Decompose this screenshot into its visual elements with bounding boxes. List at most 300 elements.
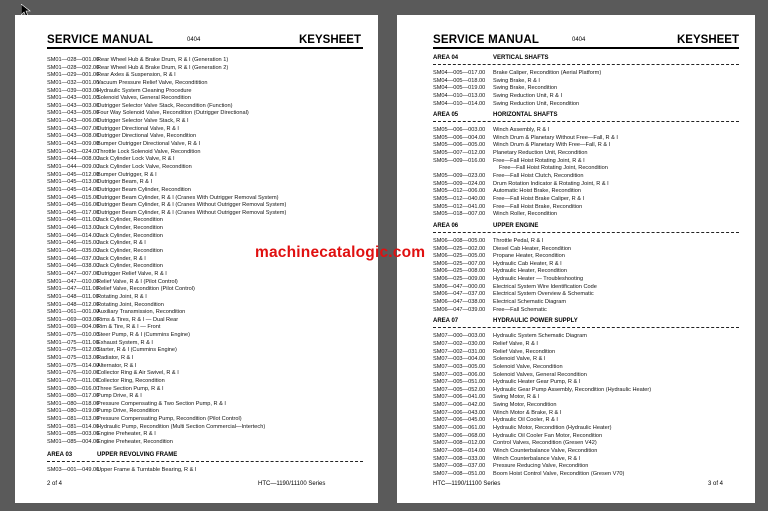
area-number: AREA 05 xyxy=(433,112,459,119)
list-item xyxy=(47,294,363,302)
viewer-toolbar xyxy=(0,0,768,14)
page-header xyxy=(47,34,363,48)
list-item xyxy=(433,127,739,135)
section-description: Rims & Tires, R & I — Dual Rear xyxy=(97,316,179,323)
section-code: SM01—043—024.00 xyxy=(47,148,100,155)
list-item xyxy=(47,401,363,409)
section-code: SM05—009—016.00 xyxy=(433,157,486,164)
section-code: SM01—046—011.00 xyxy=(47,217,99,224)
list-item xyxy=(433,181,739,189)
list-item xyxy=(47,187,363,195)
area-heading xyxy=(47,451,363,460)
section-description: Solenoid Valves, General Recondition xyxy=(97,95,191,102)
list-item xyxy=(47,363,363,371)
section-description: Free—Fall Hoist Brake, Recondition xyxy=(493,203,583,210)
section-code: SM01—032—001.00 xyxy=(47,79,100,86)
section-code: SM01—076—011.00 xyxy=(47,377,99,384)
section-code: SM05—018—007.00 xyxy=(433,211,486,218)
section-code: SM07—008—037.00 xyxy=(433,463,486,470)
manual-number: 0404 xyxy=(187,37,201,43)
section-code: SM01—043—009.00 xyxy=(47,141,100,148)
section-code: SM01—080—019.00 xyxy=(47,408,100,415)
list-item xyxy=(47,126,363,134)
section-code: SM04—005—017.00 xyxy=(433,70,486,76)
section-code: SM01—048—011.00 xyxy=(47,293,99,300)
section-description: Planetary Reduction Unit, Recondition xyxy=(493,150,588,157)
list-item xyxy=(47,202,363,210)
section-description: Rear Wheel Hub & Brake Drum, R & I (Generation 1) xyxy=(97,57,229,63)
list-item xyxy=(433,341,739,349)
section-code: SM01—043—008.00 xyxy=(47,133,100,140)
section-description: Engine Preheater, Recondition xyxy=(97,439,173,446)
section-code: SM06—025—002.00 xyxy=(433,245,486,252)
section-description: Swing Reduction Unit, R & I xyxy=(493,92,563,99)
section-code: SM05—012—041.00 xyxy=(433,203,486,210)
section-code: SM01—043—006.00 xyxy=(47,118,100,125)
section-description: Outrigger Beam, R & I xyxy=(97,179,153,186)
section-code: SM01—081—014.00 xyxy=(47,423,100,430)
section-code: SM01—043—003.00 xyxy=(47,102,100,109)
area-number: AREA 03 xyxy=(47,451,73,458)
list-item xyxy=(433,394,739,402)
section-code: SM04—010—014.00 xyxy=(433,100,486,107)
list-item xyxy=(433,349,739,357)
section-description: Jack Cylinder, Recondition xyxy=(97,217,163,224)
section-description: Winch Counterbalance Valve, R & I xyxy=(493,455,581,462)
section-description: Auxiliary Transmission, Recondition xyxy=(97,309,186,316)
section-description: Steer Pump, R & I (Cummins Engine) xyxy=(97,332,190,339)
section-code: SM07—003—006.00 xyxy=(433,371,486,378)
section-code: SM01—045—014.00 xyxy=(47,186,100,193)
list-item xyxy=(47,424,363,432)
section-code: SM01—028—001.00 xyxy=(47,57,100,63)
area-title: HORIZONTAL SHAFTS xyxy=(493,112,558,119)
section-code: SM01—076—010.00 xyxy=(47,370,100,377)
section-description: Relief Valve, R & I xyxy=(493,340,538,347)
section-description: Solenoid Valves, General Recondition xyxy=(493,371,587,378)
section-code: SM01—080—018.00 xyxy=(47,400,100,407)
list-item xyxy=(433,402,739,410)
list-item xyxy=(47,133,363,141)
section-description: Swing Reduction Unit, Recondition xyxy=(493,100,580,107)
list-item xyxy=(433,101,739,109)
section-description: Free—Fall Hoist Rotating Joint, R & I xyxy=(493,157,585,164)
section-code: SM01—039—003.00 xyxy=(47,87,100,94)
section-code: SM07—003—004.00 xyxy=(433,356,486,363)
list-item xyxy=(433,440,739,448)
section-description: Bumper Outrigger Directional Valve, R & I xyxy=(97,141,201,148)
list-item xyxy=(47,57,363,65)
list-item xyxy=(47,103,363,111)
section-description: Solenoid Valve, Recondition xyxy=(493,363,563,370)
section-description: Winch Assembly, R & I xyxy=(493,127,550,134)
section-description: Jack Cylinder Lock Valve, R & I xyxy=(97,156,175,163)
section-description: Control Valves, Recondition (Gresen V42) xyxy=(493,440,597,447)
section-code: SM05—012—040.00 xyxy=(433,195,486,202)
section-code: SM06—047—037.00 xyxy=(433,291,486,298)
section-code: SM05—006—003.00 xyxy=(433,127,486,134)
list-item xyxy=(47,172,363,180)
section-code: SM06—008—005.00 xyxy=(433,237,486,244)
list-item xyxy=(433,268,739,276)
section-description: Free—Fall Hoist Rotating Joint, Recondition xyxy=(499,165,608,172)
section-description: Upper Frame & Turntable Bearing, R & I xyxy=(97,466,197,473)
section-code: SM07—003—005.00 xyxy=(433,363,486,370)
list-item xyxy=(47,233,363,241)
area-title: VERTICAL SHAFTS xyxy=(493,55,549,61)
section-code: SM01—043—005.00 xyxy=(47,110,100,117)
list-item xyxy=(433,463,739,471)
list-item xyxy=(47,156,363,164)
section-code: SM01—061—001.00 xyxy=(47,309,100,316)
section-code: SM01—081—013.00 xyxy=(47,416,100,423)
section-code: SM07—002—030.00 xyxy=(433,340,486,347)
list-item xyxy=(47,340,363,348)
page-header xyxy=(433,34,739,48)
section-description: Collector Ring & Air Swivel, R & I xyxy=(97,370,179,377)
section-description: Jack Cylinder, Recondition xyxy=(97,263,163,270)
section-code: SM04—005—019.00 xyxy=(433,85,486,92)
entry-list xyxy=(47,57,363,474)
list-item xyxy=(47,88,363,96)
section-description: Hydraulic System Cleaning Procedure xyxy=(97,87,192,94)
list-item xyxy=(433,307,739,315)
keysheet-title: KEYSHEET xyxy=(677,34,739,46)
section-code: SM05—006—004.00 xyxy=(433,134,486,141)
section-description: Jack Cylinder, R & I xyxy=(97,255,146,262)
header-rule xyxy=(47,47,363,49)
section-description: Winch Roller, Recondition xyxy=(493,211,558,218)
section-description: Collector Ring, Recondition xyxy=(97,377,165,384)
section-description: Exhaust System, R & I xyxy=(97,339,153,346)
manual-title: SERVICE MANUAL xyxy=(433,34,540,46)
section-code: SM01—028—002.00 xyxy=(47,64,100,71)
section-code: SM01—075—010.00 xyxy=(47,332,100,339)
section-description: Hydraulic Oil Cooler, R & I xyxy=(493,417,558,424)
list-item xyxy=(433,93,739,101)
list-item xyxy=(47,279,363,287)
list-item xyxy=(433,204,739,212)
list-item xyxy=(433,379,739,387)
list-item xyxy=(433,211,739,219)
section-description: Winch Drum & Planetary Without Free—Fall, R & I xyxy=(493,134,618,141)
section-description: Jack Cylinder, Recondition xyxy=(97,248,163,255)
section-description: Swing Motor, Recondition xyxy=(493,402,557,409)
section-description: Swing Brake, Recondition xyxy=(493,85,558,92)
section-description: Hydraulic Heater — Troubleshooting xyxy=(493,276,584,283)
section-code: SM01—046—038.00 xyxy=(47,263,100,270)
section-description: Outrigger Directional Valve, R & I xyxy=(97,125,179,132)
list-item xyxy=(47,195,363,203)
section-code: SM04—005—018.00 xyxy=(433,77,486,84)
list-item xyxy=(433,150,739,158)
list-item xyxy=(433,356,739,364)
keysheet-title: KEYSHEET xyxy=(299,34,361,46)
section-description: Throttle Pedal, R & I xyxy=(493,237,544,244)
list-item xyxy=(433,261,739,269)
series-label: HTC—1190/11100 Series xyxy=(433,481,501,487)
list-item xyxy=(47,347,363,355)
list-item xyxy=(433,333,739,341)
list-item xyxy=(433,142,739,150)
section-code: SM01—045—017.00 xyxy=(47,209,100,216)
section-code: SM07—005—052.00 xyxy=(433,386,486,393)
section-description: Swing Brake, R & I xyxy=(493,77,540,84)
section-description: Outrigger Beam Cylinder, Recondition xyxy=(97,186,191,193)
section-description: Throttle Lock Solenoid Valve, Recondition xyxy=(97,148,201,155)
section-code: SM01—075—012.00 xyxy=(47,347,100,354)
list-item xyxy=(47,302,363,310)
section-description: Rear Wheel Hub & Brake Drum, R & I (Generation 2) xyxy=(97,64,229,71)
section-description: Outrigger Relief Valve, R & I xyxy=(97,270,167,277)
section-code: SM01—069—004.00 xyxy=(47,324,100,331)
section-description: Jack Cylinder, Recondition xyxy=(97,232,163,239)
section-description: Electrical System Wire Identification Code xyxy=(493,283,597,290)
section-code: SM06—025—009.00 xyxy=(433,276,486,283)
section-description: Solenoid Valve, R & I xyxy=(493,356,546,363)
list-item xyxy=(47,263,363,271)
section-code: SM01—045—012.00 xyxy=(47,171,100,178)
list-item xyxy=(47,164,363,172)
section-description: Outrigger Selector Valve Stack, Recondition (Function) xyxy=(97,102,233,109)
area-number: AREA 04 xyxy=(433,55,459,61)
section-description: Outrigger Beam Cylinder, R & I (Cranes Without Outrigger Removal System) xyxy=(97,209,287,216)
section-description: Jack Cylinder, R & I xyxy=(97,240,146,247)
section-code: SM01—080—016.00 xyxy=(47,385,100,392)
section-description: Pressure Compensating Pump, Recondition (Pilot Control) xyxy=(97,416,242,423)
section-code: SM05—012—006.00 xyxy=(433,188,486,195)
list-item xyxy=(433,471,739,479)
list-item xyxy=(433,246,739,254)
section-description: Electrical System Overview & Schematic xyxy=(493,291,594,298)
list-item xyxy=(433,299,739,307)
section-description: Jack Cylinder Lock Valve, Recondition xyxy=(97,163,192,170)
section-description: Alternator, R & I xyxy=(97,362,137,369)
section-code: SM01—044—009.00 xyxy=(47,163,100,170)
section-description: Outrigger Directional Valve, Recondition xyxy=(97,133,197,140)
section-description: Outrigger Beam Cylinder, R & I (Cranes With Outrigger Removal System) xyxy=(97,194,279,201)
area-title: UPPER ENGINE xyxy=(493,222,539,229)
list-item xyxy=(433,70,739,78)
section-code: SM06—047—000.00 xyxy=(433,283,486,290)
section-description: Automatic Hoist Brake, Recondition xyxy=(493,188,581,195)
list-item xyxy=(47,393,363,401)
list-item xyxy=(433,276,739,284)
section-description: Rear Axles & Suspension, R & I xyxy=(97,72,176,79)
list-item xyxy=(433,387,739,395)
section-description: Outrigger Beam Cylinder, R & I (Cranes Without Outrigger Removal System) xyxy=(97,202,287,209)
page-number: 2 of 4 xyxy=(47,481,63,487)
section-description: Pump Drive, R & I xyxy=(97,393,142,400)
section-description: Rotating Joint, R & I xyxy=(97,293,147,300)
asterisk-divider xyxy=(433,121,739,125)
area-number: AREA 07 xyxy=(433,318,459,325)
list-item xyxy=(47,309,363,317)
list-item xyxy=(47,271,363,279)
section-code: SM01—029—001.00 xyxy=(47,72,100,79)
list-item xyxy=(47,210,363,218)
section-code: SM05—006—005.00 xyxy=(433,142,486,149)
section-description: Relief Valve, R & I (Pilot Control) xyxy=(97,278,178,285)
section-code: SM01—046—037.00 xyxy=(47,255,100,262)
section-description: Rotating Joint, Recondition xyxy=(97,301,164,308)
section-code: SM01—046—013.00 xyxy=(47,225,100,232)
section-description: Rim & Tire, R & I — Front xyxy=(97,324,161,331)
list-item xyxy=(433,410,739,418)
section-description: Radiator, R & I xyxy=(97,354,134,361)
section-description: Vacuum Pressure Relief Valve, Reconditition xyxy=(97,79,208,86)
section-description: Hydraulic Cab Heater, R & I xyxy=(493,260,562,267)
list-item xyxy=(433,135,739,143)
section-description: Winch Drum & Planetary With Free—Fall, R & I xyxy=(493,142,611,149)
list-item xyxy=(47,386,363,394)
section-description: Electrical Schematic Diagram xyxy=(493,299,567,306)
list-item xyxy=(47,225,363,233)
section-description: Winch Motor & Brake, R & I xyxy=(493,409,562,416)
section-description: Relief Valve, Recondition xyxy=(493,348,556,355)
list-item xyxy=(47,65,363,73)
section-description: Relief Valve, Recondition (Pilot Control) xyxy=(97,286,195,293)
list-item xyxy=(433,78,739,86)
section-code: SM03—001—049.00 xyxy=(47,466,100,473)
section-code: SM01—085—004.00 xyxy=(47,439,100,446)
section-code: SM01—075—014.00 xyxy=(47,362,100,369)
section-code: SM01—048—012.00 xyxy=(47,301,100,308)
section-description: Hydraulic Gear Pump Assembly, Recondition (Hydraulic Heater) xyxy=(493,386,652,393)
section-code: SM01—075—013.00 xyxy=(47,354,100,361)
section-code: SM07—008—012.00 xyxy=(433,440,486,447)
section-code: SM01—045—016.00 xyxy=(47,202,100,209)
list-item xyxy=(433,196,739,204)
list-item xyxy=(433,364,739,372)
section-code: SM07—002—031.00 xyxy=(433,348,486,355)
section-code: SM01—046—035.00 xyxy=(47,248,100,255)
section-code: SM01—047—007.00 xyxy=(47,270,100,277)
section-description: Drum Rotation Indicator & Rotating Joint, R & I xyxy=(493,180,609,187)
section-code: SM01—044—008.00 xyxy=(47,156,100,163)
section-code: SM07—006—061.00 xyxy=(433,424,486,431)
list-item xyxy=(47,324,363,332)
list-item xyxy=(433,158,739,166)
section-code: SM01—075—011.00 xyxy=(47,339,99,346)
list-item xyxy=(47,332,363,340)
section-code: SM07—006—043.00 xyxy=(433,409,486,416)
list-item xyxy=(47,217,363,225)
section-code: SM07—000—003.00 xyxy=(433,333,486,340)
section-description: Free—Fall Schematic xyxy=(493,306,547,313)
section-description: Hydraulic Heater Gear Pump, R & I xyxy=(493,379,581,386)
manual-number: 0404 xyxy=(572,37,586,43)
section-code: SM01—046—014.00 xyxy=(47,232,100,239)
area-title: HYDRAULIC POWER SUPPLY xyxy=(493,318,578,325)
list-item xyxy=(433,425,739,433)
list-item xyxy=(47,439,363,447)
list-item xyxy=(47,286,363,294)
section-description: Pressure Reducing Valve, Recondition xyxy=(493,463,589,470)
section-code: SM01—047—010.00 xyxy=(47,278,100,285)
asterisk-divider xyxy=(433,64,739,68)
area-heading xyxy=(433,111,739,120)
list-item xyxy=(47,431,363,439)
section-code: SM06—025—005.00 xyxy=(433,253,486,260)
area-heading xyxy=(433,222,739,231)
section-code: SM01—085—003.00 xyxy=(47,431,100,438)
section-description: Bumper Outrigger, R & I xyxy=(97,171,157,178)
list-item xyxy=(47,317,363,325)
page-number: 3 of 4 xyxy=(708,481,724,487)
section-code: SM06—025—008.00 xyxy=(433,268,486,275)
entry-list xyxy=(433,54,739,478)
section-code: SM07—005—051.00 xyxy=(433,379,486,386)
right-page xyxy=(397,15,755,503)
area-heading xyxy=(433,317,739,326)
list-item xyxy=(433,188,739,196)
list-item xyxy=(433,173,739,181)
list-item xyxy=(433,284,739,292)
section-description: Free—Fall Hoist Clutch, Recondition xyxy=(493,173,584,180)
section-code: SM01—047—011.00 xyxy=(47,286,99,293)
asterisk-divider xyxy=(47,461,363,465)
section-description: Hydraulic Motor, Recondition (Hydraulic Heater) xyxy=(493,424,612,431)
section-description: Boom Hoist Control Valve, Recondition (Gresen V70) xyxy=(493,470,625,477)
list-item xyxy=(47,80,363,88)
list-item xyxy=(47,179,363,187)
section-code: SM01—080—017.00 xyxy=(47,393,100,400)
section-description: Four Way Solenoid Valve, Recondition (Outrigger Directional) xyxy=(97,110,249,117)
list-item xyxy=(433,417,739,425)
section-code: SM01—069—003.00 xyxy=(47,316,100,323)
section-description: Engine Preheater, R & I xyxy=(97,431,156,438)
section-description: Hydraulic Oil Cooler Fan Motor, Recondition xyxy=(493,432,603,439)
list-item xyxy=(433,433,739,441)
section-code: SM05—009—024.00 xyxy=(433,180,486,187)
section-description: Pressure Compensating & Two Section Pump, R & I xyxy=(97,400,226,407)
area-heading xyxy=(433,54,739,63)
list-item xyxy=(47,370,363,378)
section-description: Jack Cylinder, Recondition xyxy=(97,225,163,232)
area-number: AREA 06 xyxy=(433,222,459,229)
list-item xyxy=(433,238,739,246)
section-description: Swing Motor, R & I xyxy=(493,394,540,401)
section-code: SM07—006—041.00 xyxy=(433,394,486,401)
section-description: Propane Heater, Recondition xyxy=(493,253,565,260)
section-code: SM01—046—015.00 xyxy=(47,240,100,247)
list-item xyxy=(47,355,363,363)
list-item xyxy=(433,372,739,380)
section-description: Brake Caliper, Recondition (Aerial Platform) xyxy=(493,70,602,76)
section-description: Starter, R & I (Cummins Engine) xyxy=(97,347,177,354)
section-code: SM07—006—068.00 xyxy=(433,432,486,439)
list-item xyxy=(47,416,363,424)
section-code: SM06—025—007.00 xyxy=(433,260,486,267)
header-rule xyxy=(433,47,739,49)
section-description: Pump Drive, Recondition xyxy=(97,408,159,415)
list-item xyxy=(47,149,363,157)
asterisk-divider xyxy=(433,327,739,331)
watermark-text: machinecatalogic.com xyxy=(255,244,426,261)
list-item xyxy=(47,110,363,118)
section-description: Hydraulic Heater, Recondition xyxy=(493,268,567,275)
list-item xyxy=(433,448,739,456)
list-item xyxy=(47,72,363,80)
series-label: HTC—1190/11100 Series xyxy=(258,481,326,487)
section-code: SM07—008—051.00 xyxy=(433,470,486,477)
section-code: SM05—009—023.00 xyxy=(433,173,486,180)
section-code: SM01—045—013.00 xyxy=(47,179,100,186)
list-item xyxy=(433,456,739,464)
list-item xyxy=(47,118,363,126)
section-description: Hydraulic Pump, Recondition (Multi Section Commercial—Intertech) xyxy=(97,423,266,430)
